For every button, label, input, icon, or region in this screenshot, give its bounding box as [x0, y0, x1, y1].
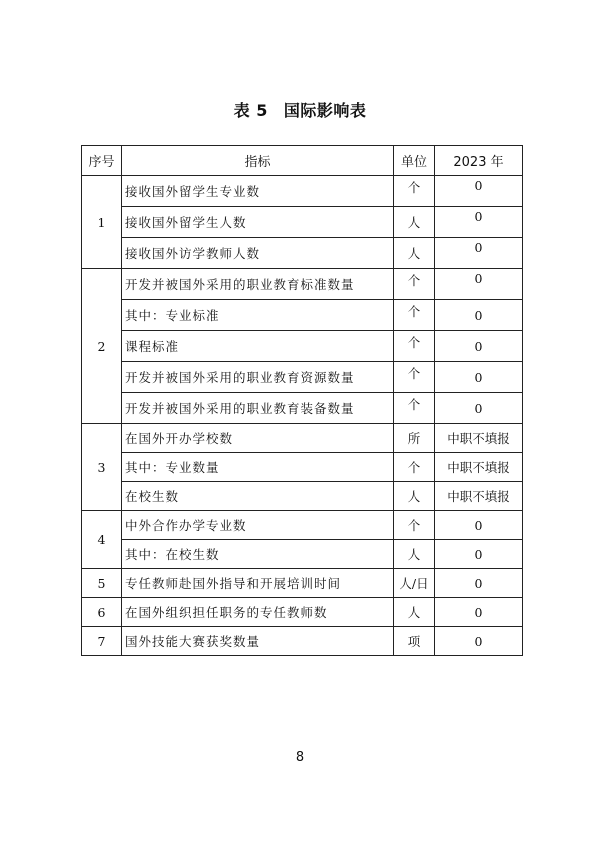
indicator-cell: 其中：专业数量 — [122, 453, 394, 482]
table-row — [82, 362, 523, 393]
table-row — [82, 300, 523, 331]
indicator-cell: 课程标准 — [122, 331, 394, 362]
unit-cell: 人 — [394, 238, 435, 269]
table-number: 表 5 — [233, 101, 268, 120]
table-body — [82, 176, 523, 656]
value-cell: 0 — [435, 540, 523, 569]
table-row — [82, 207, 523, 238]
indicator-cell: 在校生数 — [122, 482, 394, 511]
table-title — [0, 98, 600, 121]
unit-cell: 个 — [394, 300, 435, 331]
unit-cell: 个 — [394, 362, 435, 393]
unit-cell: 个 — [394, 511, 435, 540]
indicator-cell: 在国外开办学校数 — [122, 424, 394, 453]
value-cell: 0 — [435, 627, 523, 656]
value-cell: 0 — [435, 331, 523, 362]
table-row — [82, 569, 523, 598]
value-cell: 0 — [435, 362, 523, 393]
indicator-cell: 中外合作办学专业数 — [122, 511, 394, 540]
unit-cell: 个 — [394, 331, 435, 362]
indicator-cell: 其中：专业标准 — [122, 300, 394, 331]
unit-cell: 项 — [394, 627, 435, 656]
unit-cell: 个 — [394, 453, 435, 482]
seq-cell: 6 — [82, 598, 122, 627]
unit-cell: 个 — [394, 176, 435, 207]
seq-cell: 2 — [82, 269, 122, 424]
unit-cell: 人 — [394, 540, 435, 569]
table-row — [82, 540, 523, 569]
value-cell: 中职不填报 — [435, 453, 523, 482]
header-year: 2023 年 — [435, 146, 523, 176]
table-row — [82, 453, 523, 482]
value-cell: 0 — [435, 300, 523, 331]
header-seq: 序号 — [82, 146, 122, 176]
indicator-cell: 专任教师赴国外指导和开展培训时间 — [122, 569, 394, 598]
unit-cell: 人 — [394, 598, 435, 627]
indicator-cell: 开发并被国外采用的职业教育装备数量 — [122, 393, 394, 424]
indicator-cell: 其中：在校生数 — [122, 540, 394, 569]
indicator-cell: 接收国外留学生人数 — [122, 207, 394, 238]
indicator-cell: 接收国外访学教师人数 — [122, 238, 394, 269]
table-name: 国际影响表 — [283, 101, 367, 120]
seq-cell: 3 — [82, 424, 122, 511]
seq-cell: 5 — [82, 569, 122, 598]
table-row — [82, 269, 523, 300]
header-unit: 单位 — [394, 146, 435, 176]
unit-cell: 个 — [394, 269, 435, 300]
seq-cell: 4 — [82, 511, 122, 569]
value-cell: 0 — [435, 569, 523, 598]
unit-cell: 人/日 — [394, 569, 435, 598]
page-number: 8 — [295, 750, 305, 765]
unit-cell: 个 — [394, 393, 435, 424]
value-cell: 0 — [435, 269, 523, 300]
unit-cell: 人 — [394, 482, 435, 511]
table-row — [82, 482, 523, 511]
seq-cell: 7 — [82, 627, 122, 656]
indicator-cell: 在国外组织担任职务的专任教师数 — [122, 598, 394, 627]
table-row — [82, 627, 523, 656]
indicator-cell: 开发并被国外采用的职业教育标准数量 — [122, 269, 394, 300]
value-cell: 0 — [435, 207, 523, 238]
table-header-row — [82, 146, 523, 176]
header-indicator: 指标 — [122, 146, 394, 176]
seq-cell: 1 — [82, 176, 122, 269]
value-cell: 0 — [435, 393, 523, 424]
value-cell: 0 — [435, 511, 523, 540]
table-row — [82, 176, 523, 207]
unit-cell: 人 — [394, 207, 435, 238]
table-row — [82, 598, 523, 627]
value-cell: 0 — [435, 598, 523, 627]
value-cell: 中职不填报 — [435, 424, 523, 453]
indicator-cell: 开发并被国外采用的职业教育资源数量 — [122, 362, 394, 393]
table-row — [82, 331, 523, 362]
unit-cell: 所 — [394, 424, 435, 453]
international-influence-table — [81, 145, 523, 656]
table-row — [82, 238, 523, 269]
value-cell: 中职不填报 — [435, 482, 523, 511]
value-cell: 0 — [435, 176, 523, 207]
value-cell: 0 — [435, 238, 523, 269]
table-row — [82, 424, 523, 453]
table-row — [82, 511, 523, 540]
indicator-cell: 国外技能大赛获奖数量 — [122, 627, 394, 656]
table-row — [82, 393, 523, 424]
indicator-cell: 接收国外留学生专业数 — [122, 176, 394, 207]
